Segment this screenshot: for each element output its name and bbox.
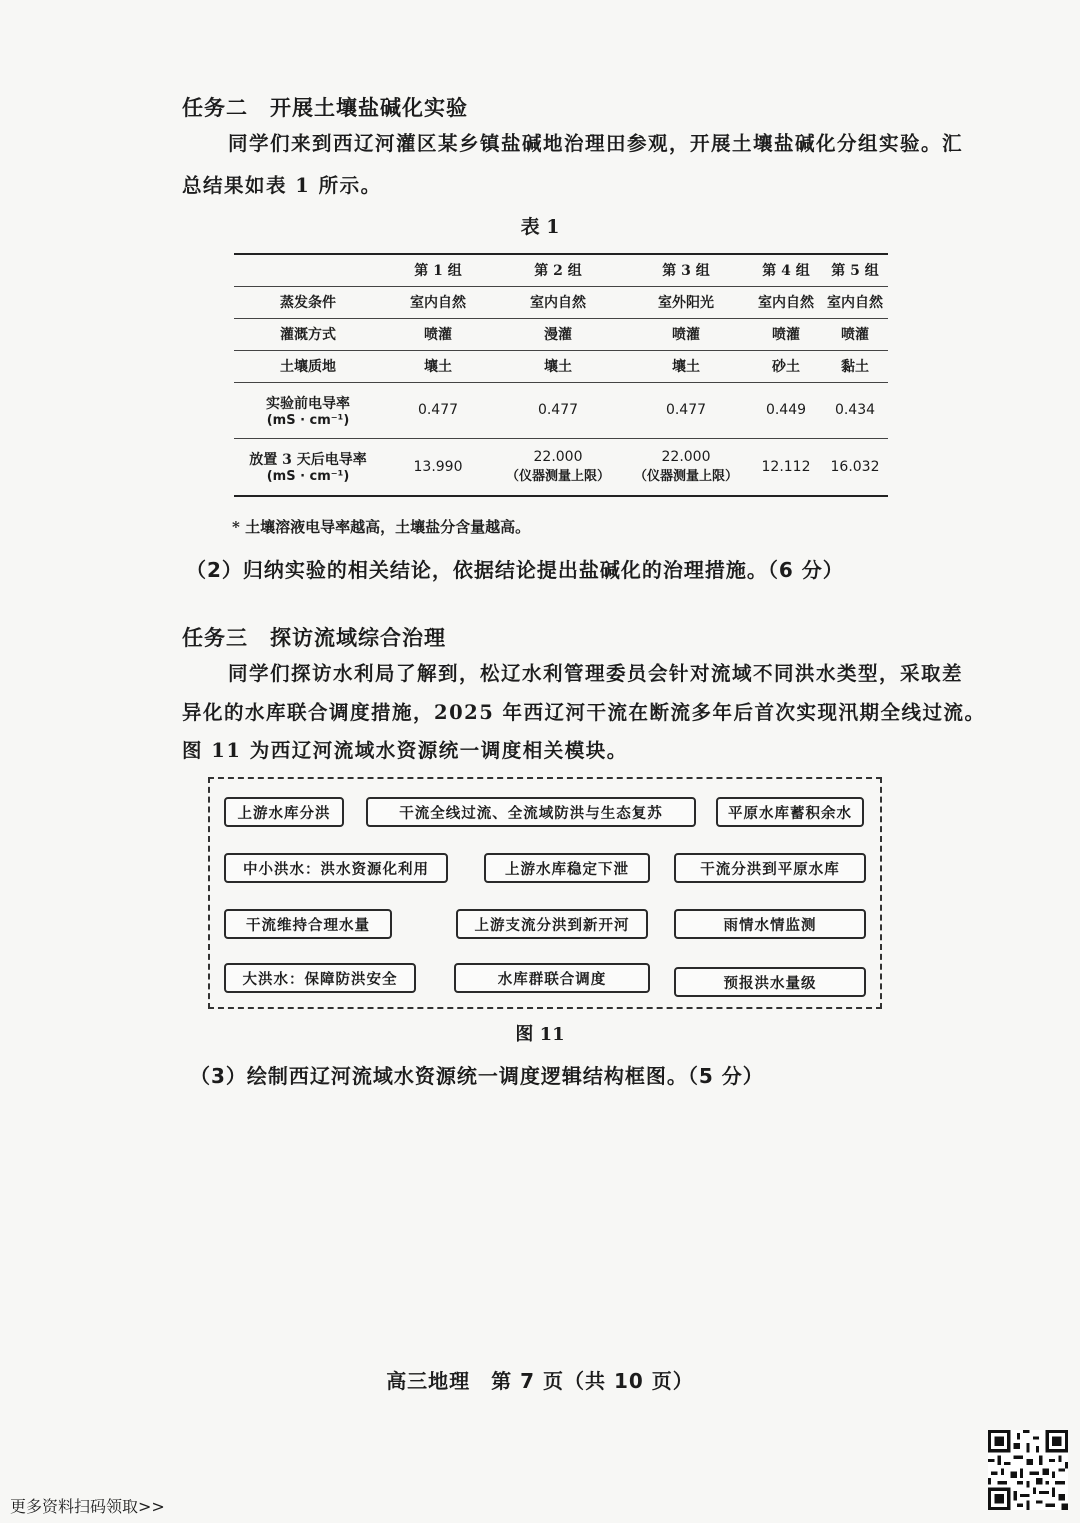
module-box: 预报洪水量级 (674, 967, 866, 997)
task3-title: 任务三 探访流域综合治理 (182, 626, 446, 650)
module-box: 上游水库分洪 (224, 797, 344, 827)
task2-paragraph-line1: 同学们来到西辽河灌区某乡镇盐碱地治理田参观，开展土壤盐碱化分组实验。汇 (228, 132, 964, 155)
table-cell: 室内自然 (827, 295, 883, 311)
table-header-cell: 第 3 组 (662, 263, 710, 280)
task2-paragraph-line2: 总结果如表 1 所示。 (182, 174, 382, 197)
table-cell: 壤土 (672, 359, 700, 375)
row-label-text: 放置 3 天后电导率 (249, 452, 367, 469)
experiment-table (234, 253, 888, 497)
table-cell: 黏土 (841, 359, 869, 375)
question-2: （2）归纳实验的相关结论，依据结论提出盐碱化的治理措施。（6 分） (186, 558, 844, 582)
table-cell (622, 438, 750, 496)
table-cell: 0.477 (665, 402, 707, 418)
row-unit: (mS · cm⁻¹) (266, 412, 350, 428)
table-header-cell (234, 254, 382, 286)
table-header-row (234, 254, 888, 286)
module-box: 大洪水：保障防洪安全 (224, 963, 416, 993)
page-footer: 高三地理 第 7 页（共 10 页） (386, 1369, 694, 1393)
row-label: 土壤质地 (280, 359, 336, 375)
qr-code-icon[interactable] (988, 1430, 1068, 1510)
figure-caption: 图 11 (515, 1024, 565, 1045)
row-label: 灌溉方式 (280, 327, 336, 343)
table-cell: 喷灌 (772, 327, 800, 343)
cell-value: 22.000 (533, 449, 583, 466)
table-row (234, 286, 888, 318)
table-row (234, 350, 888, 382)
module-box: 干流分洪到平原水库 (674, 853, 866, 883)
table-cell: 砂土 (772, 359, 800, 375)
cell-value: 22.000 (661, 449, 711, 466)
table-cell: 0.477 (417, 402, 459, 418)
cell-note: （仪器测量上限） (633, 469, 738, 485)
table-cell: 壤土 (424, 359, 452, 375)
table-cell: 0.434 (834, 402, 876, 418)
figure-11-frame (208, 777, 882, 1009)
row-unit: (mS · cm⁻¹) (266, 469, 350, 485)
table-cell: 16.032 (830, 458, 880, 475)
module-box: 干流全线过流、全流域防洪与生态复苏 (366, 797, 696, 827)
table-row (234, 438, 888, 496)
promo-link[interactable]: 更多资料扫码领取>> (10, 1497, 165, 1516)
module-box: 中小洪水：洪水资源化利用 (224, 853, 448, 883)
table-cell: 喷灌 (672, 327, 700, 343)
table-cell: 喷灌 (424, 327, 452, 343)
table-cell: 室内自然 (530, 295, 586, 311)
module-box: 雨情水情监测 (674, 909, 866, 939)
module-box: 上游支流分洪到新开河 (456, 909, 648, 939)
table-cell: 喷灌 (841, 327, 869, 343)
task3-paragraph-line3: 图 11 为西辽河流域水资源统一调度相关模块。 (182, 739, 628, 762)
table-caption: 表 1 (520, 216, 560, 238)
table-cell: 0.477 (537, 402, 579, 418)
row-label: 蒸发条件 (280, 295, 336, 311)
row-label-text: 实验前电导率 (266, 395, 350, 412)
row-label (234, 382, 382, 438)
table-cell: 漫灌 (544, 327, 572, 343)
table-header-cell: 第 5 组 (831, 263, 879, 280)
task3-paragraph-line2: 异化的水库联合调度措施，2025 年西辽河干流在断流多年后首次实现汛期全线过流。 (182, 701, 986, 724)
question-3: （3）绘制西辽河流域水资源统一调度逻辑结构框图。（5 分） (190, 1064, 764, 1088)
table-cell: 13.990 (413, 458, 463, 475)
table-cell: 12.112 (761, 458, 811, 475)
table-header-cell: 第 1 组 (414, 263, 462, 280)
table-cell: 室内自然 (410, 295, 466, 311)
table-row (234, 318, 888, 350)
table-note: * 土壤溶液电导率越高，土壤盐分含量越高。 (232, 518, 531, 536)
module-box: 平原水库蓄积余水 (716, 797, 864, 827)
task2-title: 任务二 开展土壤盐碱化实验 (182, 96, 468, 120)
table-row (234, 382, 888, 438)
table-header-cell: 第 4 组 (762, 263, 810, 280)
row-label (234, 438, 382, 496)
cell-note: （仪器测量上限） (505, 469, 610, 485)
module-box: 上游水库稳定下泄 (484, 853, 650, 883)
table-header-cell: 第 2 组 (534, 263, 582, 280)
module-box: 干流维持合理水量 (224, 909, 392, 939)
table-cell: 室外阳光 (658, 295, 714, 311)
module-box: 水库群联合调度 (454, 963, 650, 993)
task3-paragraph-line1: 同学们探访水利局了解到，松辽水利管理委员会针对流域不同洪水类型，采取差 (228, 662, 964, 685)
table-cell (494, 438, 622, 496)
table-cell: 0.449 (765, 402, 807, 418)
table-cell: 壤土 (544, 359, 572, 375)
table-cell: 室内自然 (758, 295, 814, 311)
